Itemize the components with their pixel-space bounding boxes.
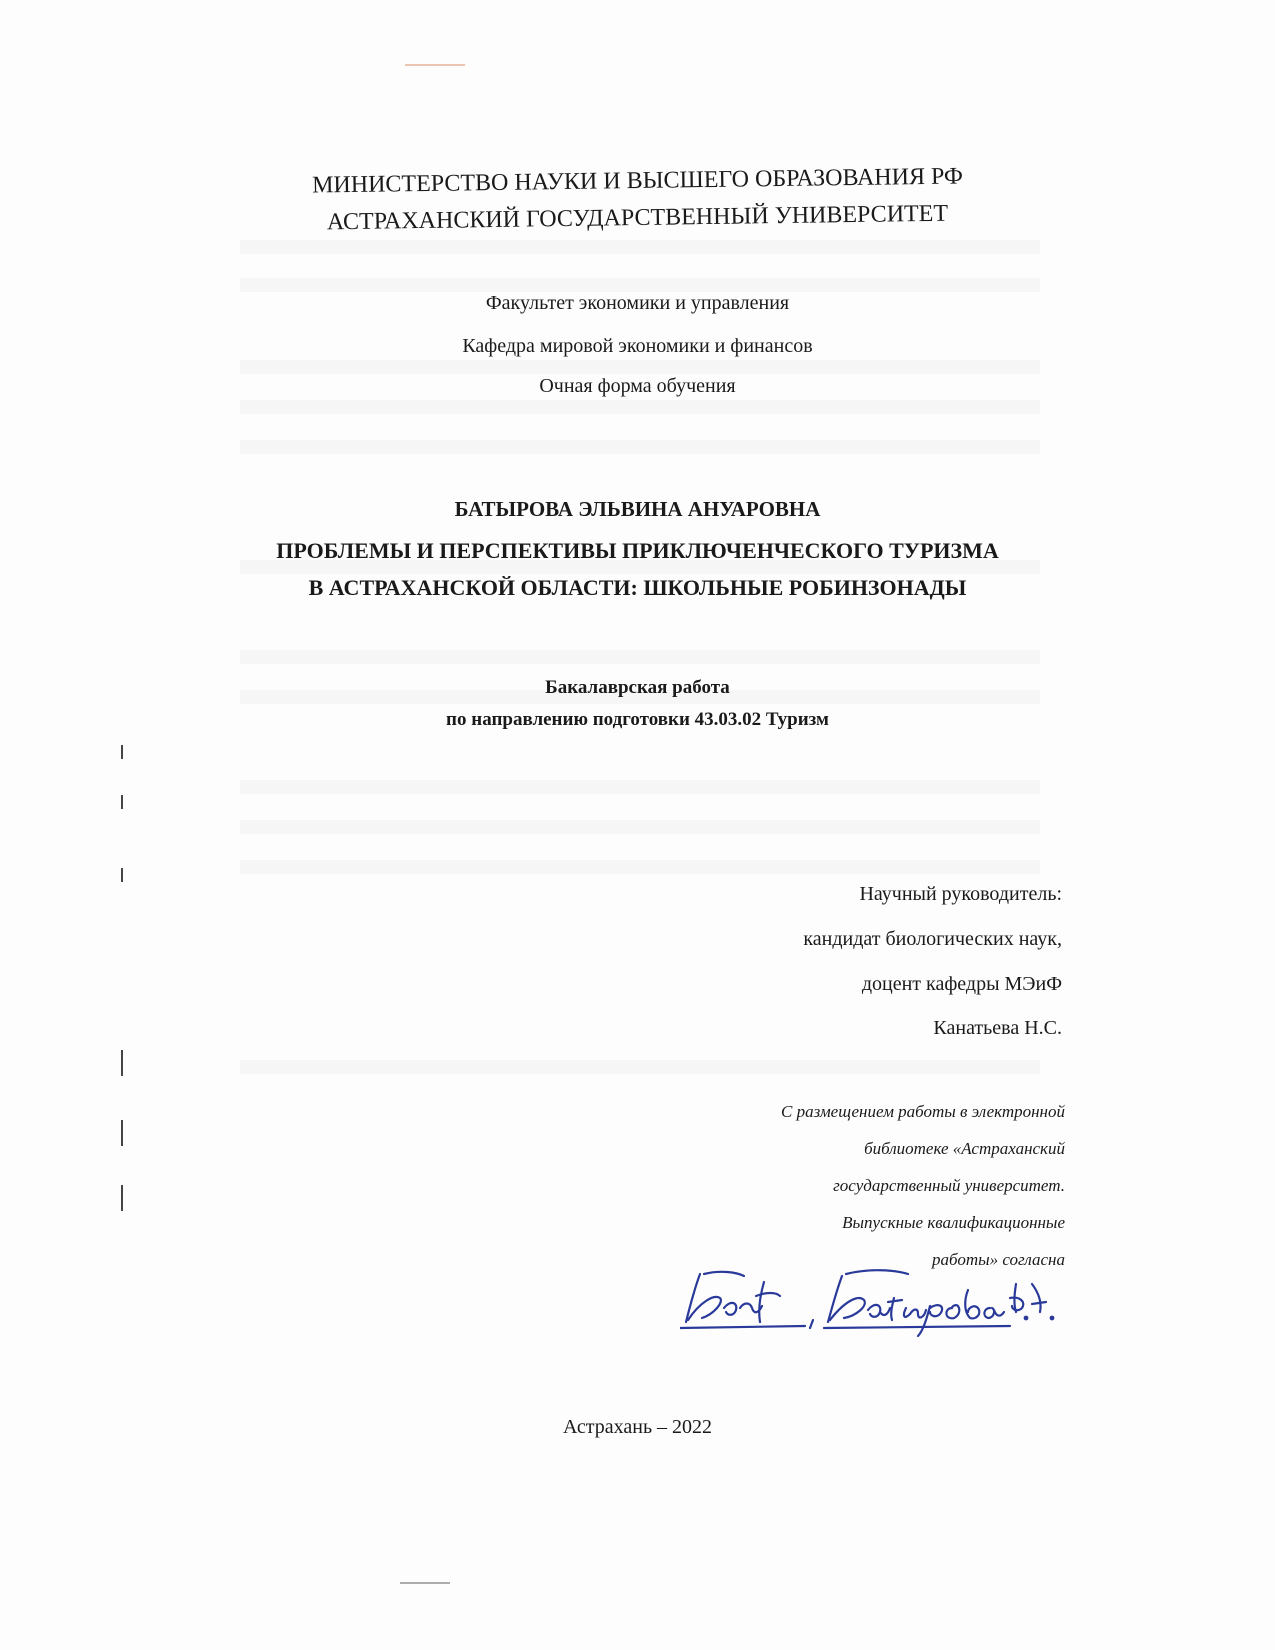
consent-line-5: работы» согласна xyxy=(932,1250,1065,1269)
binding-mark xyxy=(121,745,123,759)
bleed-through-line xyxy=(240,400,1040,414)
study-direction: по направлению подготовки 43.03.02 Туризм xyxy=(446,709,829,730)
bleed-through-line xyxy=(240,440,1040,454)
supervisor-degree: кандидат биологических наук, xyxy=(803,928,1062,950)
consent-line-2: библиотеке «Астраханский xyxy=(864,1139,1065,1158)
bleed-through-line xyxy=(240,240,1040,254)
bleed-through-line xyxy=(240,780,1040,794)
bleed-through-line xyxy=(240,278,1040,292)
scan-artifact xyxy=(400,1582,450,1584)
bleed-through-line xyxy=(240,1060,1040,1074)
bleed-through-line xyxy=(240,820,1040,834)
faculty-name: Факультет экономики и управления xyxy=(485,292,790,314)
ministry-heading: МИНИСТЕРСТВО НАУКИ И ВЫСШЕГО ОБРАЗОВАНИЯ РФ xyxy=(311,163,964,199)
thesis-title-line-2: В АСТРАХАНСКОЙ ОБЛАСТИ: ШКОЛЬНЫЕ РОБИНЗОНАДЫ xyxy=(308,575,967,600)
bleed-through-line xyxy=(240,360,1040,374)
supervisor-position: доцент кафедры МЭиФ xyxy=(861,973,1062,995)
work-type: Бакалаврская работа xyxy=(545,677,730,698)
binding-mark xyxy=(121,868,123,882)
bleed-through-line xyxy=(240,860,1040,874)
handwritten-signature xyxy=(680,1262,1060,1337)
binding-mark xyxy=(121,1050,123,1076)
city-year: Астрахань – 2022 xyxy=(562,1416,713,1438)
binding-mark xyxy=(121,1120,123,1146)
thesis-title-line-1: ПРОБЛЕМЫ И ПЕРСПЕКТИВЫ ПРИКЛЮЧЕНЧЕСКОГО ТУРИЗМА xyxy=(276,538,999,563)
department-name: Кафедра мировой экономики и финансов xyxy=(462,335,813,357)
supervisor-name: Канатьева Н.С. xyxy=(933,1017,1062,1039)
consent-line-3: государственный университет. xyxy=(833,1176,1065,1195)
consent-line-1: С размещением работы в электронной xyxy=(781,1102,1065,1121)
binding-mark xyxy=(121,1185,123,1211)
bleed-through-line xyxy=(240,650,1040,664)
university-heading: АСТРАХАНСКИЙ ГОСУДАРСТВЕННЫЙ УНИВЕРСИТЕТ xyxy=(326,200,949,236)
scan-artifact xyxy=(405,64,465,66)
consent-line-4: Выпускные квалификационные xyxy=(842,1213,1065,1232)
author-name: БАТЫРОВА ЭЛЬВИНА АНУАРОВНА xyxy=(454,497,821,521)
binding-mark xyxy=(121,795,123,809)
study-form: Очная форма обучения xyxy=(539,375,736,397)
supervisor-label: Научный руководитель: xyxy=(859,883,1062,905)
